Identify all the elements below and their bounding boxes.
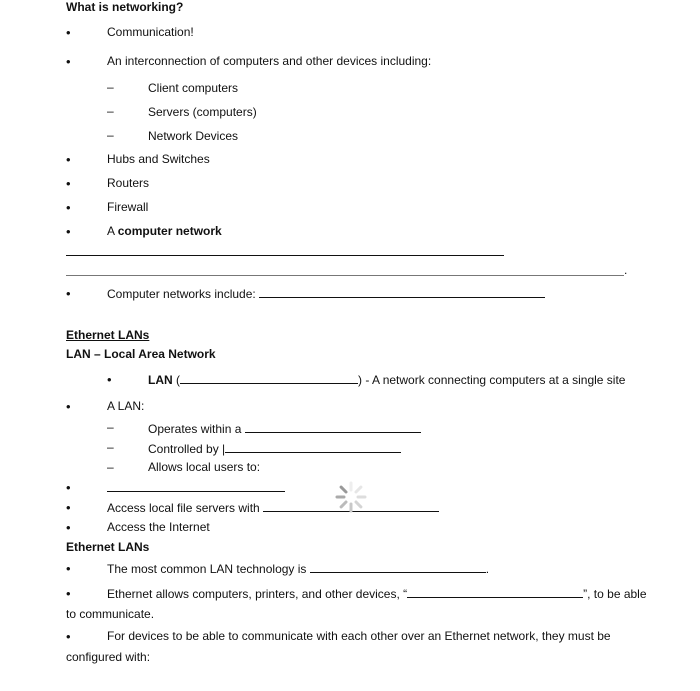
ethernet-allows-text: Ethernet allows computers, printers, and other devices, “ <box>107 587 408 601</box>
answer-blank[interactable] <box>225 441 401 453</box>
bullet-icon: • <box>66 224 71 239</box>
common-tech-period: . <box>485 562 490 576</box>
answer-blank[interactable] <box>259 286 545 298</box>
common-tech-text: The most common LAN technology is <box>107 562 307 576</box>
computer-network-line <box>107 224 222 239</box>
answer-blank[interactable] <box>310 561 486 573</box>
computer-network-term: computer network <box>117 224 222 238</box>
configured-with: configured with: <box>66 650 151 664</box>
section-heading-networking: What is networking? <box>66 0 184 14</box>
bullet-icon: • <box>66 399 71 414</box>
dash-icon: – <box>107 80 114 94</box>
ethernet-allows-end: ”, to be able <box>583 587 647 601</box>
controlled-line <box>148 441 401 457</box>
bullet-icon: • <box>66 152 71 167</box>
answer-line[interactable] <box>66 275 624 276</box>
allows-text: Allows local users to: <box>148 460 261 474</box>
answer-blank[interactable] <box>407 586 583 598</box>
access-files-line <box>107 500 439 516</box>
access-internet: Access the Internet <box>107 520 210 534</box>
dash-icon: – <box>107 104 114 118</box>
lan-definition-text: ) - A network connecting computers at a single site <box>358 373 626 387</box>
bullet-icon: • <box>66 500 71 515</box>
sub-item-servers: Servers (computers) <box>148 105 257 119</box>
bullet-icon: • <box>66 286 71 301</box>
section-heading-ethernet-lans-2: Ethernet LANs <box>66 540 150 554</box>
bullet-icon: • <box>66 54 71 69</box>
device-firewall: Firewall <box>107 200 149 214</box>
sub-item-network-devices: Network Devices <box>148 129 239 143</box>
to-communicate: to communicate. <box>66 607 155 621</box>
access-files-text: Access local file servers with <box>107 501 260 515</box>
bullet-icon: • <box>66 520 71 535</box>
bullet-communication: Communication! <box>107 25 194 39</box>
dash-icon: – <box>107 128 114 142</box>
loading-spinner-icon <box>334 480 368 514</box>
dash-icon: – <box>107 460 114 474</box>
sub-item-client: Client computers <box>148 81 239 95</box>
operates-line <box>148 421 421 437</box>
bullet-icon: • <box>66 586 71 601</box>
bullet-icon: • <box>66 176 71 191</box>
bullet-icon: • <box>66 25 71 40</box>
networks-include-text: Computer networks include: <box>107 287 256 301</box>
for-devices: For devices to be able to communicate with each other over an Ethernet network, they must be <box>107 629 611 643</box>
device-hubs: Hubs and Switches <box>107 152 210 166</box>
lan-label: LAN <box>148 373 173 387</box>
bullet-icon: • <box>66 561 71 576</box>
section-heading-ethernet-lans: Ethernet LANs <box>66 328 150 342</box>
lan-subheading: LAN – Local Area Network <box>66 347 216 361</box>
dash-icon: – <box>107 420 114 434</box>
bullet-interconnection: An interconnection of computers and other devices including: <box>107 54 432 68</box>
bullet-icon: • <box>66 480 71 495</box>
lan-definition-line <box>148 372 625 388</box>
answer-line[interactable] <box>66 255 504 256</box>
networks-include-line <box>107 286 545 302</box>
answer-blank[interactable] <box>245 421 421 433</box>
answer-line[interactable] <box>107 491 285 492</box>
computer-network-prefix: A <box>107 224 115 238</box>
bullet-icon: • <box>107 372 112 387</box>
bullet-icon: • <box>66 629 71 644</box>
trailing-period: . <box>624 263 628 277</box>
operates-text: Operates within a <box>148 422 242 436</box>
common-tech-line <box>107 561 489 577</box>
lan-open-paren: ( <box>176 373 181 387</box>
dash-icon: – <box>107 440 114 454</box>
bullet-icon: • <box>66 200 71 215</box>
controlled-text: Controlled by | <box>148 442 226 456</box>
answer-blank[interactable] <box>180 372 358 384</box>
a-lan-label: A LAN: <box>107 399 145 413</box>
ethernet-allows-line <box>107 586 647 602</box>
device-routers: Routers <box>107 176 150 190</box>
